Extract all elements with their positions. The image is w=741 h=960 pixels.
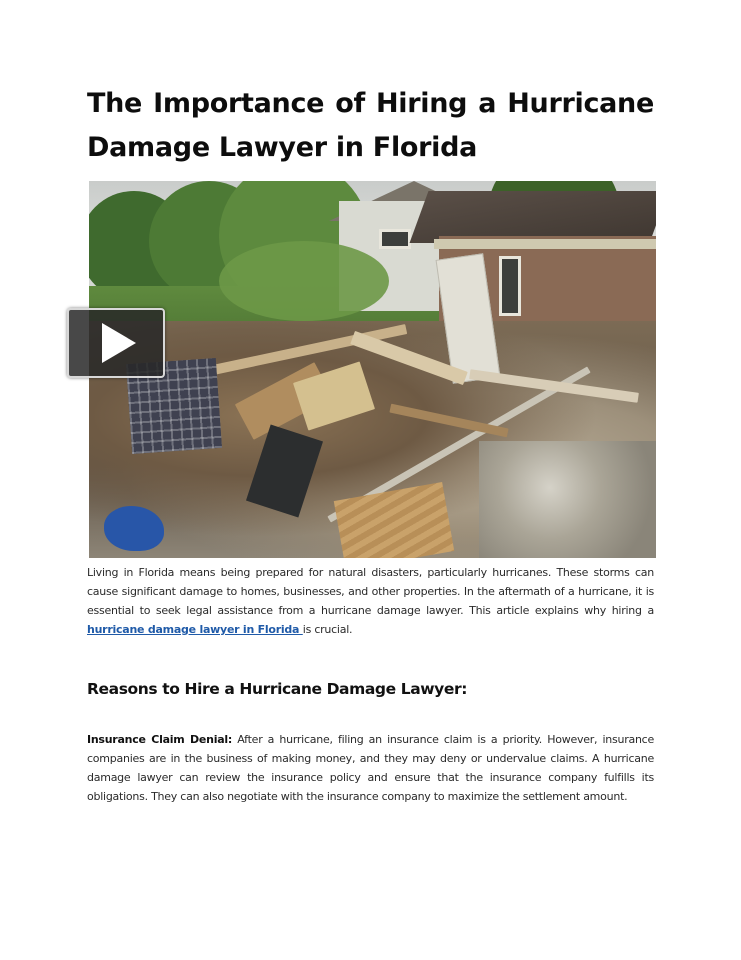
- image-fascia: [434, 239, 656, 249]
- intro-text-end: is crucial.: [302, 623, 353, 636]
- intro-text: Living in Florida means being prepared for natural disasters, particularly hurricanes. These storms can cause significant damage to homes, businesses, and other properties. In the aftermath of a hurricane, it is essential to seek legal assistance from a hurricane damage lawyer. This article explains why hiring a: [87, 566, 654, 617]
- play-button[interactable]: [67, 308, 165, 378]
- title-line-1: The Importance of Hiring a Hurricane: [87, 88, 654, 119]
- page-title: [87, 82, 654, 170]
- title-line-2: Damage Lawyer in Florida: [87, 132, 478, 163]
- image-rubble: [479, 441, 656, 558]
- hero-image: [89, 181, 656, 558]
- reason-label: Insurance Claim Denial:: [87, 733, 233, 746]
- image-tree: [219, 241, 389, 321]
- image-window: [499, 256, 521, 316]
- play-icon: [102, 323, 136, 363]
- image-window: [379, 229, 411, 249]
- section-heading: Reasons to Hire a Hurricane Damage Lawyer:: [87, 680, 468, 698]
- hurricane-lawyer-link[interactable]: hurricane damage lawyer in Florida: [87, 623, 303, 636]
- reason-text: After a hurricane, filing an insurance claim is a priority. However, insurance companies are in the business of making money, and they may deny or undervalue claims. A hurricane damage lawyer can review the insurance policy and ensure that the insurance company fulfills its obligations. They can also negotiate with the insurance company to maximize the settlement amount.: [87, 733, 655, 803]
- reason-paragraph: [87, 730, 654, 806]
- intro-paragraph: [87, 563, 654, 639]
